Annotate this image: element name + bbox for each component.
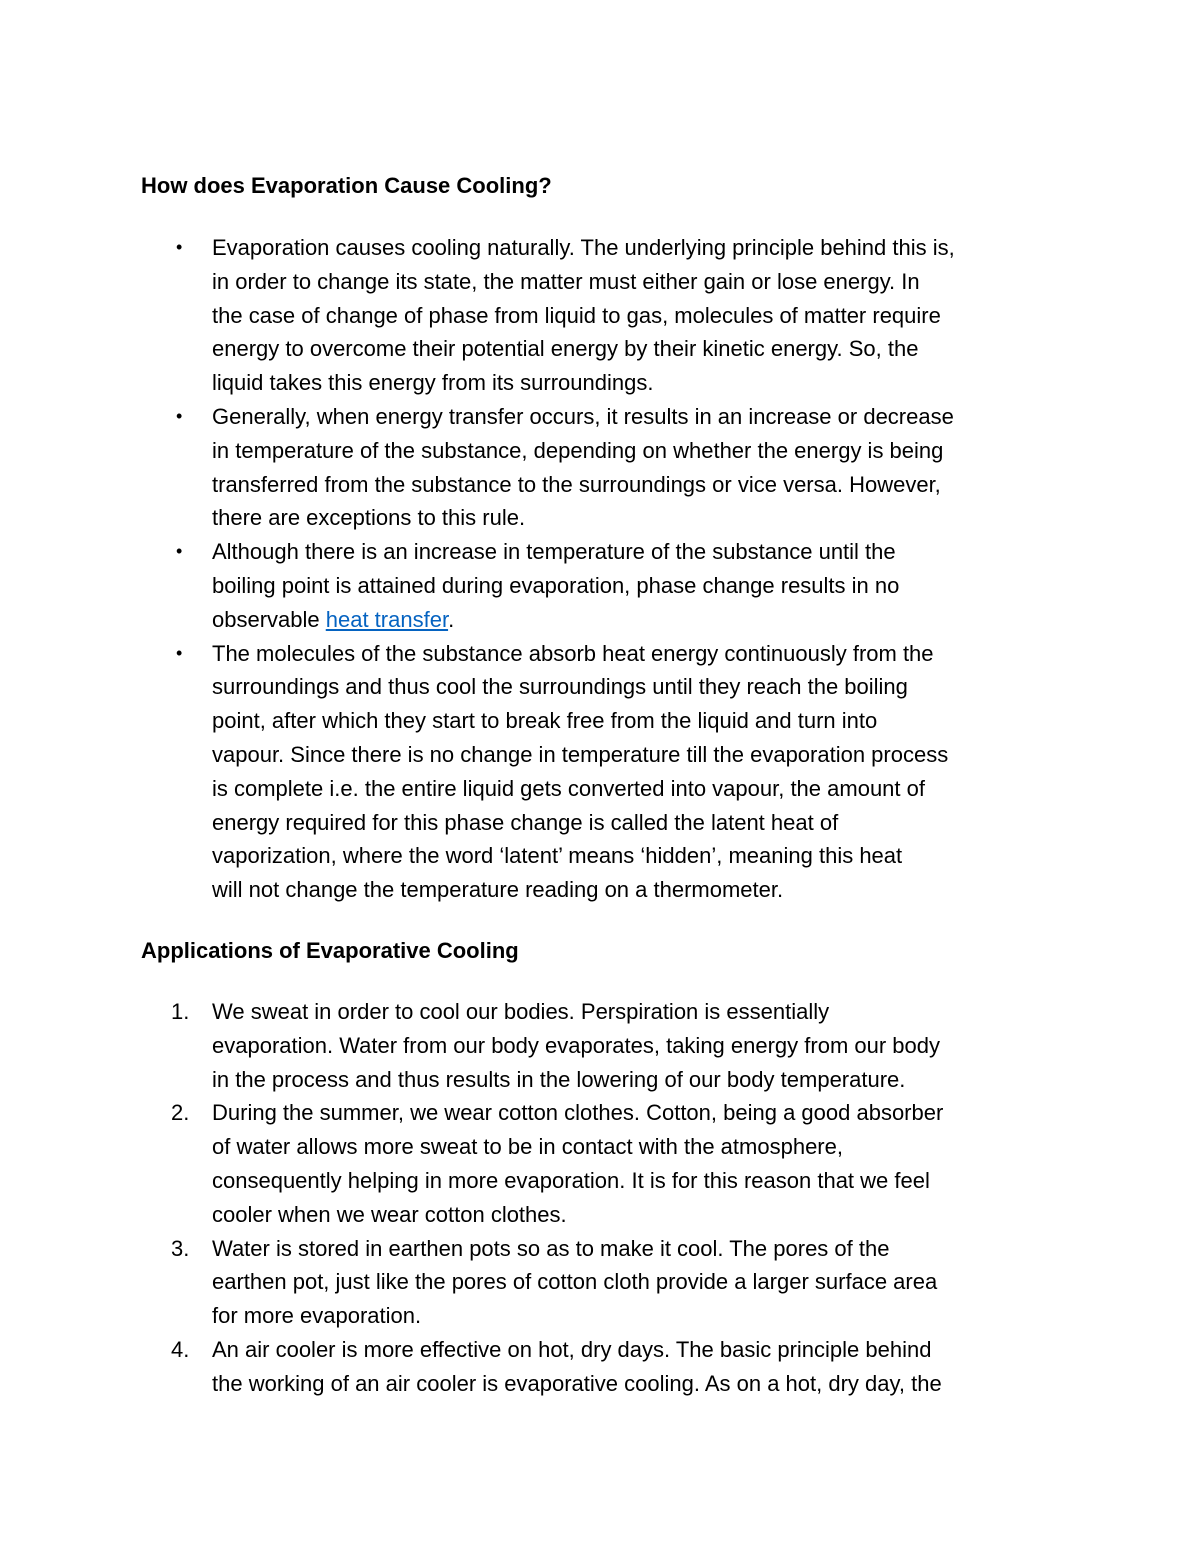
bullet-icon: • bbox=[176, 541, 183, 562]
text-segment: liquid takes this energy from its surroundings. bbox=[212, 370, 654, 396]
text-line bbox=[212, 738, 1071, 772]
text-line bbox=[212, 704, 1071, 738]
text-segment: the case of change of phase from liquid to gas, molecules of matter require bbox=[212, 302, 941, 328]
section-heading-evaporation-cooling: How does Evaporation Cause Cooling? bbox=[141, 173, 552, 198]
bullet-icon: • bbox=[176, 642, 183, 663]
list-item bbox=[141, 1232, 1071, 1333]
text-line bbox=[212, 1029, 1071, 1063]
section-heading-applications: Applications of Evaporative Cooling bbox=[141, 937, 519, 963]
text-line bbox=[212, 1198, 1071, 1232]
text-segment: vaporization, where the word ‘latent’ means ‘hidden’, meaning this heat bbox=[212, 843, 903, 869]
text-line bbox=[212, 231, 1071, 265]
text-segment: . bbox=[448, 606, 455, 632]
text-line bbox=[212, 535, 1071, 569]
list-item bbox=[141, 1096, 1071, 1231]
text-segment: The molecules of the substance absorb heat energy continuously from the bbox=[212, 640, 934, 666]
text-line bbox=[212, 569, 1071, 603]
text-line bbox=[212, 1333, 1071, 1367]
text-segment: in temperature of the substance, depending on whether the energy is being bbox=[212, 437, 944, 463]
text-line bbox=[212, 873, 1071, 907]
bullet-list bbox=[141, 231, 1071, 907]
text-line bbox=[212, 366, 1071, 400]
list-number: 2. bbox=[171, 1100, 190, 1126]
text-segment: observable bbox=[212, 606, 326, 632]
text-line bbox=[212, 501, 1071, 535]
text-segment: cooler when we wear cotton clothes. bbox=[212, 1201, 567, 1227]
text-line bbox=[212, 603, 1071, 637]
text-line bbox=[212, 265, 1071, 299]
heat-transfer-link[interactable]: heat transfer bbox=[325, 606, 449, 632]
list-item bbox=[141, 400, 1071, 535]
text-line bbox=[212, 1299, 1071, 1333]
numbered-list bbox=[141, 995, 1071, 1401]
text-segment: the working of an air cooler is evaporative cooling. As on a hot, dry day, the bbox=[212, 1370, 942, 1396]
text-segment: for more evaporation. bbox=[212, 1303, 422, 1329]
text-segment: energy to overcome their potential energy by their kinetic energy. So, the bbox=[212, 336, 919, 362]
text-line bbox=[212, 1063, 1071, 1097]
text-segment: Although there is an increase in temperature of the substance until the bbox=[212, 539, 896, 565]
text-segment: will not change the temperature reading on a thermometer. bbox=[212, 877, 784, 903]
text-line bbox=[212, 772, 1071, 806]
text-segment: in order to change its state, the matter must either gain or lose energy. In bbox=[212, 268, 920, 294]
text-segment: in the process and thus results in the lowering of our body temperature. bbox=[212, 1066, 906, 1092]
text-line bbox=[212, 1265, 1071, 1299]
text-line bbox=[212, 299, 1071, 333]
text-line bbox=[212, 1232, 1071, 1266]
text-line bbox=[212, 637, 1071, 671]
bullet-icon: • bbox=[176, 237, 183, 257]
list-item bbox=[141, 637, 1071, 907]
text-segment: there are exceptions to this rule. bbox=[212, 505, 526, 531]
text-segment: surroundings and thus cool the surroundings until they reach the boiling bbox=[212, 674, 908, 700]
list-number: 4. bbox=[171, 1336, 190, 1362]
list-item bbox=[141, 1333, 1071, 1401]
text-segment: point, after which they start to break free from the liquid and turn into bbox=[212, 708, 878, 734]
bullet-icon: • bbox=[176, 405, 183, 426]
text-segment: An air cooler is more effective on hot, dry days. The basic principle behind bbox=[212, 1336, 932, 1362]
list-number: 1. bbox=[171, 998, 190, 1024]
text-segment: Generally, when energy transfer occurs, it results in an increase or decrease bbox=[212, 403, 954, 429]
list-item bbox=[141, 535, 1071, 636]
list-item bbox=[141, 231, 1071, 400]
text-segment: of water allows more sweat to be in contact with the atmosphere, bbox=[212, 1134, 843, 1160]
text-segment: Water is stored in earthen pots so as to make it cool. The pores of the bbox=[212, 1235, 890, 1261]
text-segment: vapour. Since there is no change in temperature till the evaporation process bbox=[212, 741, 949, 767]
text-segment: energy required for this phase change is called the latent heat of bbox=[212, 809, 839, 835]
text-segment: During the summer, we wear cotton clothes. Cotton, being a good absorber bbox=[212, 1100, 944, 1126]
text-line bbox=[212, 332, 1071, 366]
text-segment: transferred from the substance to the surroundings or vice versa. However, bbox=[212, 471, 941, 497]
text-line bbox=[212, 1096, 1071, 1130]
text-line bbox=[212, 670, 1071, 704]
text-segment: is complete i.e. the entire liquid gets converted into vapour, the amount of bbox=[212, 775, 925, 801]
text-line bbox=[212, 1164, 1071, 1198]
text-line bbox=[212, 434, 1071, 468]
text-segment: Evaporation causes cooling naturally. The underlying principle behind this is, bbox=[212, 235, 955, 260]
text-line bbox=[212, 1367, 1071, 1401]
text-line bbox=[212, 806, 1071, 840]
text-segment: earthen pot, just like the pores of cotton cloth provide a larger surface area bbox=[212, 1269, 938, 1295]
text-line bbox=[212, 839, 1071, 873]
text-line bbox=[212, 468, 1071, 502]
document-page bbox=[141, 169, 1071, 1401]
list-item bbox=[141, 995, 1071, 1096]
text-line bbox=[212, 1130, 1071, 1164]
text-segment: boiling point is attained during evaporation, phase change results in no bbox=[212, 572, 900, 598]
text-segment: evaporation. Water from our body evaporates, taking energy from our body bbox=[212, 1032, 941, 1058]
text-segment: We sweat in order to cool our bodies. Perspiration is essentially bbox=[212, 998, 830, 1024]
text-segment: consequently helping in more evaporation. It is for this reason that we feel bbox=[212, 1167, 930, 1193]
text-line bbox=[212, 995, 1071, 1029]
text-line bbox=[212, 400, 1071, 434]
list-number: 3. bbox=[171, 1235, 190, 1261]
